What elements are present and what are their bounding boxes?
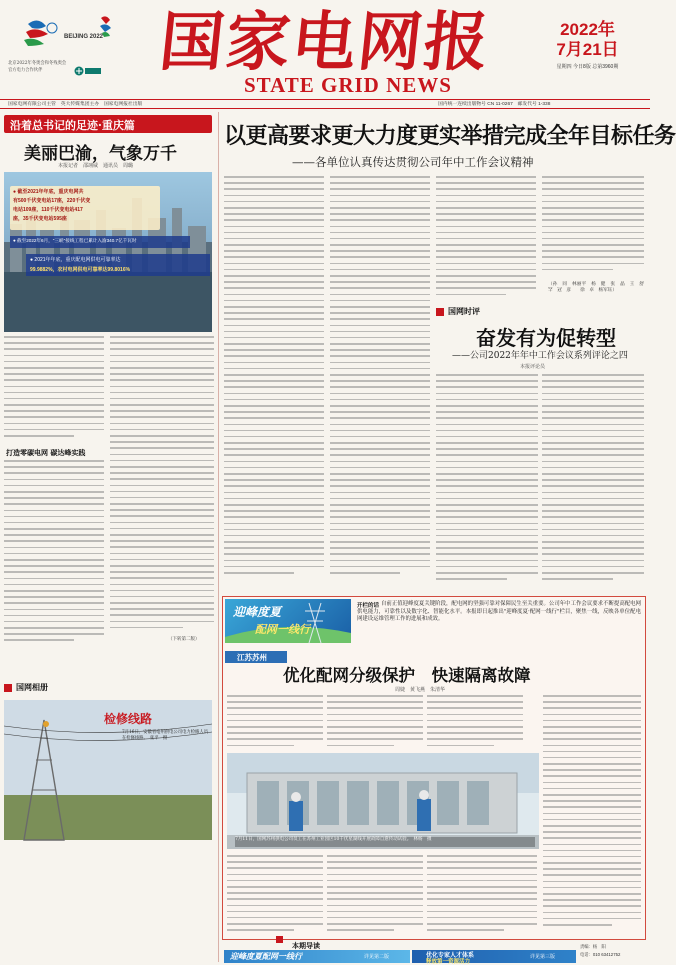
main-subheadline: ——各单位认真传达贯彻公司年中工作会议精神 [292, 155, 534, 169]
feature-box [222, 596, 646, 940]
guide-title: 本期导读 [292, 941, 320, 950]
album-label [4, 682, 212, 694]
guide-item-2-sub: 释放第一资源活力 [426, 958, 471, 965]
feature-body-col1b [227, 855, 323, 933]
region-tag [225, 651, 287, 663]
masthead [0, 0, 650, 98]
newspaper-title-en: STATE GRID NEWS [244, 73, 452, 97]
feature-body-col2 [327, 695, 423, 749]
feature-byline: 周婕 黄飞燕 朱清华 [395, 687, 446, 693]
commentary-marker-icon [436, 308, 444, 316]
main-body-col1 [224, 176, 324, 588]
date-block [535, 20, 640, 80]
stat-line-6: ● 2021年年底，重庆配电网供电可靠率达 [30, 257, 121, 263]
left-column [0, 112, 216, 963]
olympic-emblem [18, 16, 64, 56]
main-body-col2 [330, 176, 430, 588]
stats-banner [4, 186, 212, 284]
guide-item-1-page: 详见第二版 [364, 954, 390, 960]
guide-item-1-title: 迎峰度夏配网一线行 [230, 951, 302, 961]
left-subheading: 打造零碳电网 碳达峰实践 [6, 448, 86, 457]
commentary-headline: 奋发有为促转型 [476, 326, 616, 350]
commentary-col1 [436, 374, 538, 588]
stat-line-5: ● 截至2022年6月，"三峡"接线工程已累计入渝340.7亿千瓦时 [13, 238, 137, 243]
feature-body-col3b [427, 855, 537, 933]
album-title: 检修线路 [104, 712, 153, 726]
newspaper-title: 国家电网报 [156, 5, 494, 80]
commentary-author: 本报评论员 [520, 364, 546, 370]
album-marker-icon [4, 684, 12, 692]
guide-marker-icon [276, 936, 283, 943]
feature-banner-sub: 配网一线行 [255, 623, 310, 636]
issue-info: 星期四 今日8版 总第3960期 [556, 64, 619, 70]
feature-body-col4 [543, 695, 641, 933]
album-caption: 7月16日，安徽省亳州供电公司电力检修人员在检修线路。 张平 摄 [122, 730, 208, 742]
feature-photo [227, 753, 539, 849]
feature-body-col2b [327, 855, 423, 933]
stat-line-1: ● 截至2021年年底，重庆电网共 [13, 189, 84, 195]
stat-line-2: 有500千伏变电站17座，220千伏变 [13, 198, 91, 204]
commentary-label [436, 306, 644, 318]
paralympic-icon [98, 14, 114, 38]
section-banner-text: 沿着总书记的足迹·重庆篇 [10, 119, 135, 132]
issue-year: 2022年 [560, 20, 615, 39]
main-signature: （孙 同 林丽平 杨 健 张 晶 王 舒 罕 冠 彦 徐 卓 杨军钰） [548, 282, 649, 294]
olympic-text: BEIJING 2022 [64, 34, 104, 40]
feature-photo-caption: 7月11日，国网苏州供电公司员工在苏州工业园区10千伏星湖线开展故障自愈传动试验。 林杨 摄 [235, 837, 535, 847]
feature-body-col1 [227, 695, 323, 749]
section-banner [4, 115, 212, 133]
main-headline: 以更高要求更大力度更实举措完成全年目标任务 [224, 123, 676, 149]
stat-line-3: 电站109座，110千伏变电站417 [13, 207, 83, 213]
chongqing-photo [4, 172, 212, 332]
left-body-col2 [110, 336, 214, 636]
continued-note: （下转第二版） [168, 637, 200, 642]
feature-headline: 优化配网分级保护 快速隔离故障 [283, 666, 531, 685]
commentary-col2 [542, 374, 644, 588]
guide-item-2[interactable] [412, 950, 576, 963]
hotline: 电话：010 63412752 [580, 952, 621, 957]
left-byline: 本报记者 邵翊威 通讯员 周璐 [58, 163, 134, 169]
issn-text: 国内统一连续出版物号 CN 11-0267 邮发代号 1-338 [438, 102, 551, 107]
main-body-col4 [542, 176, 644, 280]
editor-note-label: 开栏的话 [357, 603, 380, 609]
guide-item-1[interactable] [224, 950, 410, 963]
guide-item-2-page: 详见第三版 [530, 954, 556, 960]
feature-banner [225, 599, 351, 643]
publisher-bar [0, 99, 650, 109]
stat-line-7: 99.9882%，农村电网供电可靠率达99.8016% [30, 267, 131, 273]
partner-line-2: 官方电力合作伙伴 [8, 68, 43, 73]
main-body-col3 [436, 176, 536, 304]
feature-body-col3 [427, 695, 523, 749]
left-body-col1 [4, 336, 104, 446]
commentary-label-text: 国网时评 [448, 306, 480, 316]
editor-note: 自前正值迎峰度夏关键阶段，配电网的坚强可靠对保障民生至关重要。公司年中工作会议要求不断提高配电网供电能力，可靠性以及数字化、智能化水平。本报即日起推出"迎峰度夏·配网一线行"栏目，聚焦一线，反映各单位配电网建设运维管理工作的进展和成效。 [357, 601, 641, 623]
partner-line-1: 北京2022年冬奥会和冬残奥会 [8, 61, 67, 66]
album-label-text: 国网相册 [16, 682, 48, 692]
state-grid-logo [74, 62, 102, 74]
publisher-text: 国家电网有限公司主管 英大传媒集团主办 国家电网报社出版 [8, 102, 143, 107]
feature-banner-title: 迎峰度夏 [233, 605, 282, 619]
guide-item-2-title: 优化专家人才体系 [426, 952, 475, 959]
left-headline: 美丽巴渝，气象万千 [24, 144, 177, 164]
issue-day: 7月21日 [556, 40, 619, 59]
album-photo [4, 700, 212, 840]
left-body-col1b [4, 460, 104, 646]
editor-credit: 责编：杨 阳 [580, 944, 606, 949]
commentary-subheadline: ——公司2022年年中工作会议系列评论之四 [452, 351, 628, 361]
region-tag-text: 江苏苏州 [237, 653, 267, 662]
stat-line-4: 座，35千伏变电站595座 [13, 216, 67, 222]
column-divider [218, 112, 219, 962]
